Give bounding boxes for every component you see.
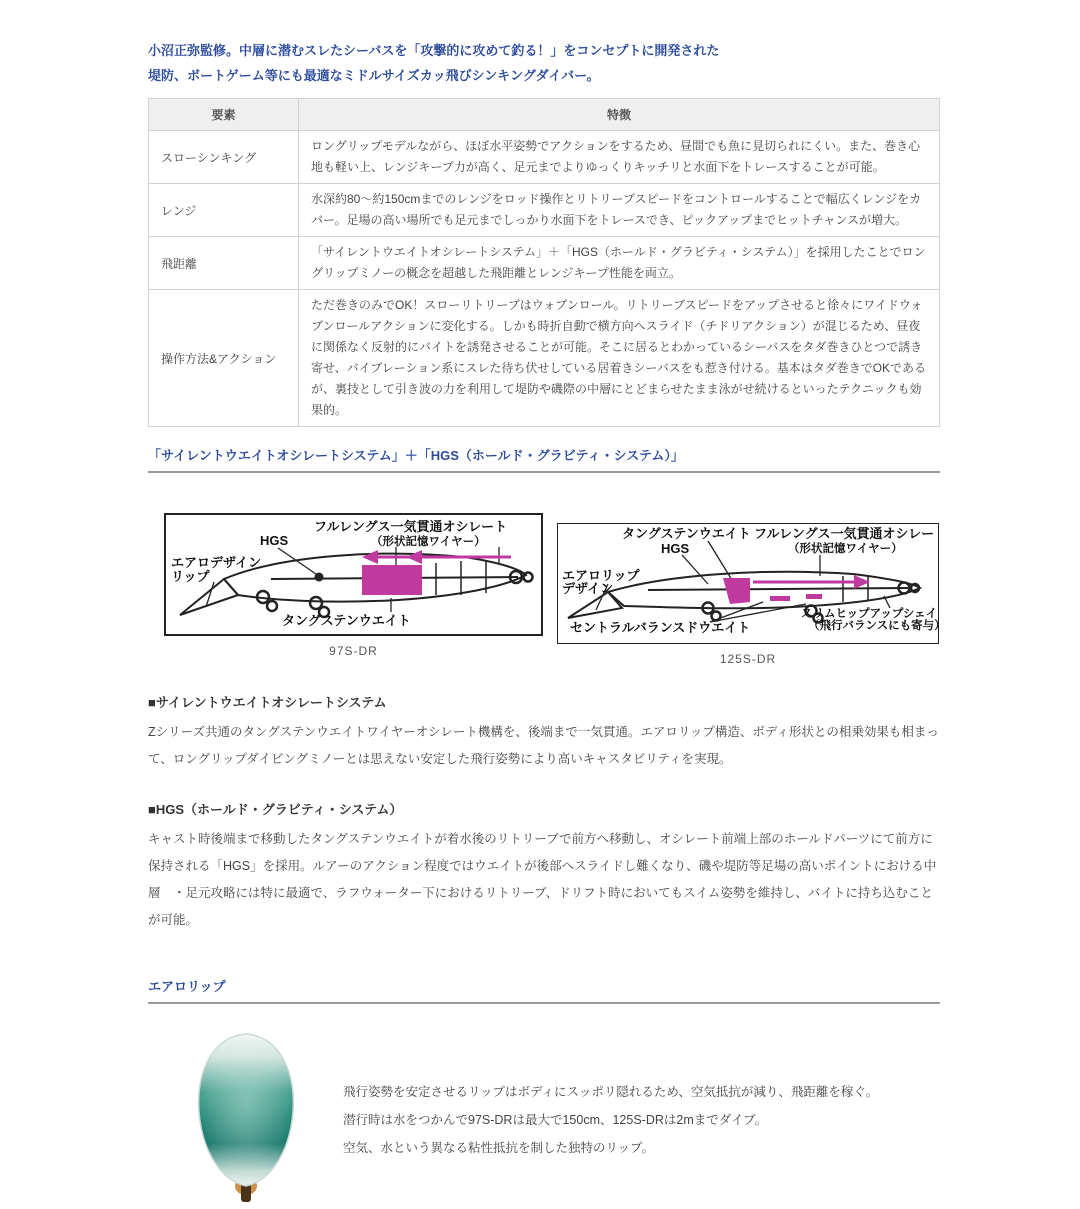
label-slim-hip: スリムヒップアップシェイプ: [801, 608, 938, 620]
table-header-element: 要素: [149, 99, 299, 131]
row-desc-range: 水深約80～約150cmまでのレンジをロッド操作とリトリーブスピードをコントロールすることで幅広くレンジをカバー。足場の高い場所でも足元までしっかり水面下をトレースでき、ピックアップまでヒットチャンスが増大。: [299, 184, 940, 237]
intro-text: [148, 38, 940, 88]
label-slim-hip-sub: （飛行バランスにも寄与）: [808, 620, 938, 632]
label-hgs: HGS: [661, 541, 690, 556]
label-aero-lip: エアロリップ: [562, 568, 640, 583]
table-row: [149, 237, 940, 290]
label-tungsten: タングステンウエイト: [622, 526, 751, 541]
label-tungsten: タングステンウエイト: [282, 613, 411, 628]
label-central-balance: セントラルバランスドウエイト: [570, 620, 751, 635]
lip-image: [185, 1030, 307, 1204]
system-section-heading: 「サイレントウエイトオシレートシステム」＋「HGS（ホールド・グラビティ・システム）」: [148, 448, 684, 463]
intro-line-1: 小沼正弥監修。中層に潜むスレたシーバスを「攻撃的に攻めて釣る！」をコンセプトに開発された: [148, 43, 720, 58]
table-header-row: [149, 99, 940, 131]
lure-diagrams: [164, 513, 940, 666]
aero-lip-content: [148, 1030, 940, 1209]
label-oscillate: フルレングス一気貫通オシレート: [754, 526, 938, 541]
aero-lip-line-2: 潜行時は水をつかんで97S-DRは最大で150cm、125S-DRは2mまでダイブ。: [343, 1112, 768, 1127]
page-content: [148, 38, 946, 1209]
subsection-title: ■HGS（ホールド・グラビティ・システム）: [148, 802, 403, 817]
table-header-feature: 特徴: [299, 99, 940, 131]
subsection-silent-weight: [148, 692, 940, 773]
row-label-action: 操作方法&アクション: [149, 290, 299, 427]
subsection-hgs: [148, 799, 946, 934]
label-oscillate-sub: （形状記憶ワイヤー）: [788, 543, 903, 555]
lure-cutaway-drawing-125s: [558, 524, 938, 638]
row-label-distance: 飛距離: [149, 237, 299, 290]
table-row: [149, 184, 940, 237]
label-aero-lip: リップ: [171, 569, 210, 584]
aero-lip-description: [343, 1078, 878, 1162]
row-desc-action: ただ巻きのみでOK！スローリトリーブはウォブンロール。リトリーブスピードをアップさせると徐々にワイドウォブンロールアクションに変化する。しかも時折自動で横方向へスライド（チドリアクション）が混じるため、昼夜に関係なく反射的にバイトを誘発させることが可能。そこに居るとわかっているシーバスをタダ巻きひとつで誘き寄せ、バイブレーション系にスレた待ち伏せしている居着きシーバスをも惹き付ける。基本はタダ巻きでOKであるが、裏技として引き波の力を利用して堤防や磯際の中層にとどまらせたまま泳がせ続けるといったテクニックも効果的。: [299, 290, 940, 427]
aero-lip-line-3: 空気、水という異なる粘性抵抗を制した独特のリップ。: [343, 1140, 655, 1155]
section-divider: [148, 1002, 940, 1004]
label-hgs: HGS: [260, 533, 289, 548]
label-aero-design: エアロデザイン: [171, 555, 262, 570]
diagram-caption-125s-dr: 125S-DR: [719, 652, 777, 666]
row-label-slow-sinking: スローシンキング: [149, 131, 299, 184]
diagram-125s-dr-frame: [557, 523, 939, 644]
row-desc-distance: 「サイレントウエイトオシレートシステム」＋「HGS（ホールド・グラビティ・システム）」を採用したことでロングリップミノーの概念を超越した飛距離とレンジキープ性能を両立。: [299, 237, 940, 290]
table-row: [149, 290, 940, 427]
diagram-97s-dr-frame: [164, 513, 543, 636]
intro-line-2: 堤防、ボートゲーム等にも最適なミドルサイズカッ飛びシンキングダイバー。: [148, 68, 600, 83]
diagram-97s-dr: [164, 513, 543, 666]
row-label-range: レンジ: [149, 184, 299, 237]
spec-table: [148, 98, 940, 427]
aero-lip-photo: [185, 1030, 307, 1209]
row-desc-slow-sinking: ロングリップモデルながら、ほぼ水平姿勢でアクションをするため、昼間でも魚に見切られにくい。また、巻き心地も軽い上、レンジキープ力が高く、足元までよりゆっくりキッチリと水面下をトレースすることが可能。: [299, 131, 940, 184]
subsection-body: キャスト時後端まで移動したタングステンウエイトが着水後のリトリーブで前方へ移動し、オシレート前端上部のホールドパーツにて前方に 保持される「HGS」を採用。ルアーのアクション程度ではウエイトが後部へスライドし難くなり、磯や堤防等足場の高いポイントにおける中層 ・足元攻略には特に最適で、ラフウォーター下におけるリトリーブ、ドリフト時においてもスイム姿勢を維持し、バイトに持ち込むことが可能。: [148, 832, 946, 927]
label-aero-design: デザイン: [562, 581, 614, 596]
aero-lip-heading: エアロリップ: [148, 979, 226, 994]
lure-cutaway-drawing-97s: [166, 515, 541, 629]
diagram-125s-dr: [557, 523, 939, 666]
aero-lip-line-1: 飛行姿勢を安定させるリップはボディにスッポリ隠れるため、空気抵抗が減り、飛距離を稼ぐ。: [343, 1084, 879, 1099]
section-divider: [148, 471, 940, 473]
label-oscillate-sub: （形状記憶ワイヤー）: [371, 536, 486, 548]
subsection-body: Zシリーズ共通のタングステンウエイトワイヤーオシレート機構を、後端まで一気貫通。エアロリップ構造、ボディ形状との相乗効果も相まって、ロングリップダイビングミノーとは思えない安定した飛行姿勢により高いキャスタビリティを実現。: [148, 725, 939, 766]
label-oscillate: フルレングス一気貫通オシレート: [314, 519, 508, 534]
diagram-caption-97s-dr: 97S-DR: [329, 644, 378, 658]
subsection-title: ■サイレントウエイトオシレートシステム: [148, 695, 387, 710]
table-row: [149, 131, 940, 184]
